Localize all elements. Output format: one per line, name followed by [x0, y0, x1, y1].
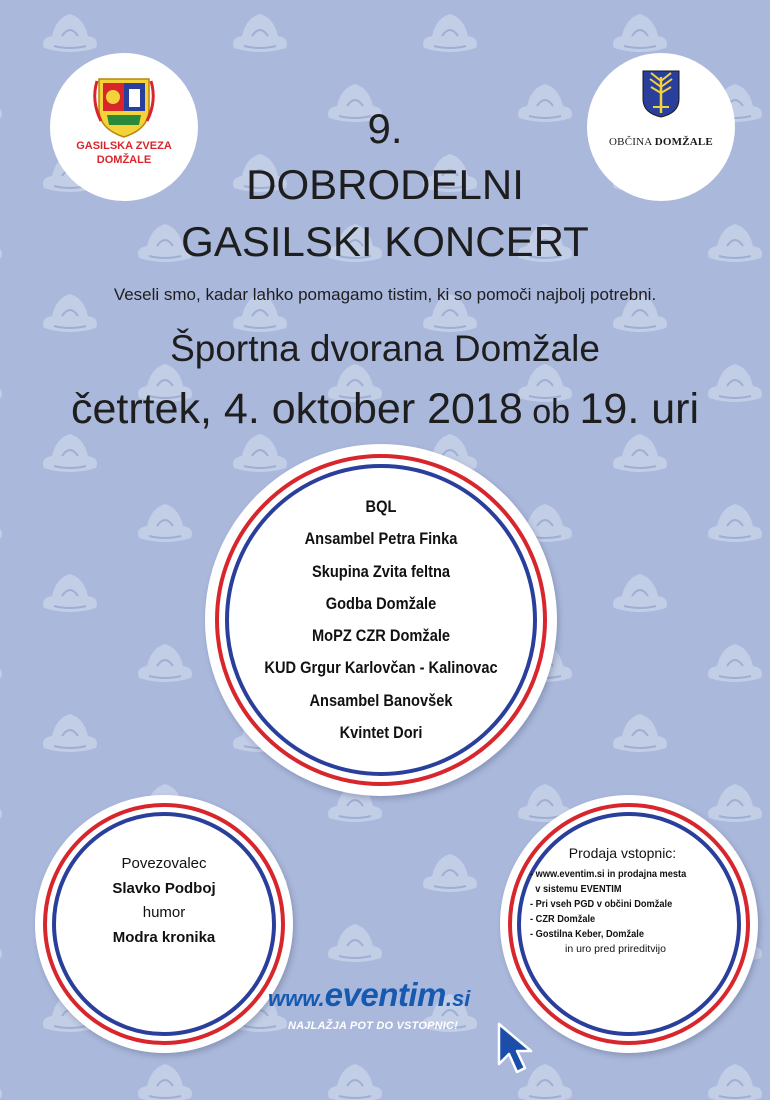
- host-info: [35, 852, 293, 950]
- firefighter-helmet-icon: [138, 644, 192, 682]
- eventim-tagline: NAJLAŽJA POT DO VSTOPNIC!: [288, 1020, 459, 1032]
- title-line1: DOBRODELNI: [246, 161, 524, 208]
- firefighter-helmet-icon: [0, 784, 2, 822]
- performer-item: Godba Domžale: [325, 593, 437, 613]
- venue: Športna dvorana Domžale: [170, 328, 600, 369]
- logo-left-line1: GASILSKA ZVEZA: [76, 140, 172, 152]
- firefighter-helmet-icon: [138, 504, 192, 542]
- firefighter-helmet-icon: [708, 784, 762, 822]
- firefighter-helmet-icon: [423, 14, 477, 52]
- event-time: 19. uri: [579, 385, 699, 433]
- event-day: 4. oktober 2018: [223, 385, 523, 433]
- firefighter-helmet-icon: [613, 14, 667, 52]
- performer-item: Skupina Zvita feltna: [311, 561, 451, 581]
- concert-number: 9.: [367, 105, 403, 152]
- eventim-brand: eventim: [324, 976, 446, 1013]
- tickets-info: [530, 845, 735, 957]
- tickets-heading: Prodaja vstopnic:: [568, 845, 677, 861]
- eventim-logo[interactable]: [268, 976, 508, 1036]
- performer-item: Ansambel Banovšek: [309, 690, 453, 710]
- firefighter-helmet-icon: [0, 644, 2, 682]
- performer-item: Kvintet Dori: [339, 723, 423, 743]
- event-ob: ob: [522, 393, 580, 431]
- firefighter-helmet-icon: [233, 434, 287, 472]
- firefighter-helmet-icon: [328, 1064, 382, 1100]
- host-label: Povezovalec: [121, 855, 207, 872]
- performer-item: MoPZ CZR Domžale: [311, 626, 451, 646]
- firefighter-helmet-icon: [0, 1064, 2, 1100]
- logo-right-name: DOMŽALE: [654, 136, 713, 148]
- firefighter-helmet-icon: [43, 714, 97, 752]
- humor-name: Modra kronika: [112, 928, 216, 946]
- ticket-item: - CZR Domžale: [530, 913, 596, 925]
- subtitle: Veseli smo, kadar lahko pomagamo tistim, ki so pomoči najbolj potrebni.: [113, 285, 657, 304]
- firefighter-helmet-icon: [613, 574, 667, 612]
- eventim-www: www.: [268, 986, 325, 1011]
- firefighter-helmet-icon: [138, 1064, 192, 1100]
- title-line2: GASILSKI KONCERT: [181, 218, 589, 265]
- firefighter-helmet-icon: [423, 854, 477, 892]
- firefighter-helmet-icon: [0, 504, 2, 542]
- firefighter-helmet-icon: [233, 14, 287, 52]
- performers-list: [205, 491, 557, 749]
- event-weekday: četrtek,: [70, 385, 224, 433]
- firefighter-helmet-icon: [0, 924, 2, 962]
- ticket-item: - Gostilna Keber, Domžale: [530, 928, 645, 940]
- eventim-logo-line: [268, 976, 508, 1014]
- firefighter-helmet-icon: [613, 434, 667, 472]
- ticket-item: v sistemu EVENTIM: [535, 883, 622, 895]
- firefighter-helmet-icon: [43, 574, 97, 612]
- logo-left-line2: DOMŽALE: [96, 154, 152, 166]
- performer-item: Ansambel Petra Finka: [304, 529, 458, 549]
- firefighter-helmet-icon: [708, 644, 762, 682]
- ticket-item: - www.eventim.si in prodajna mesta: [530, 868, 687, 880]
- event-date: [0, 385, 770, 434]
- eventim-tld: .si: [445, 986, 471, 1011]
- firefighter-helmet-icon: [708, 1064, 762, 1100]
- logo-right-prefix: OBČINA: [609, 136, 655, 148]
- firefighter-helmet-icon: [708, 504, 762, 542]
- firefighter-helmet-icon: [613, 714, 667, 752]
- host-name: Slavko Podboj: [112, 879, 216, 897]
- mouse-pointer-icon: [495, 1020, 539, 1078]
- performer-item: KUD Grgur Karlovčan - Kalinovac: [264, 658, 498, 678]
- ticket-item: - Pri vseh PGD v občini Domžale: [530, 898, 673, 910]
- performer-item: BQL: [365, 497, 397, 516]
- firefighter-helmet-icon: [43, 434, 97, 472]
- humor-label: humor: [142, 904, 186, 921]
- firefighter-helmet-icon: [43, 14, 97, 52]
- tickets-footer: in uro pred prireditvijo: [565, 943, 666, 955]
- firefighter-helmet-icon: [328, 924, 382, 962]
